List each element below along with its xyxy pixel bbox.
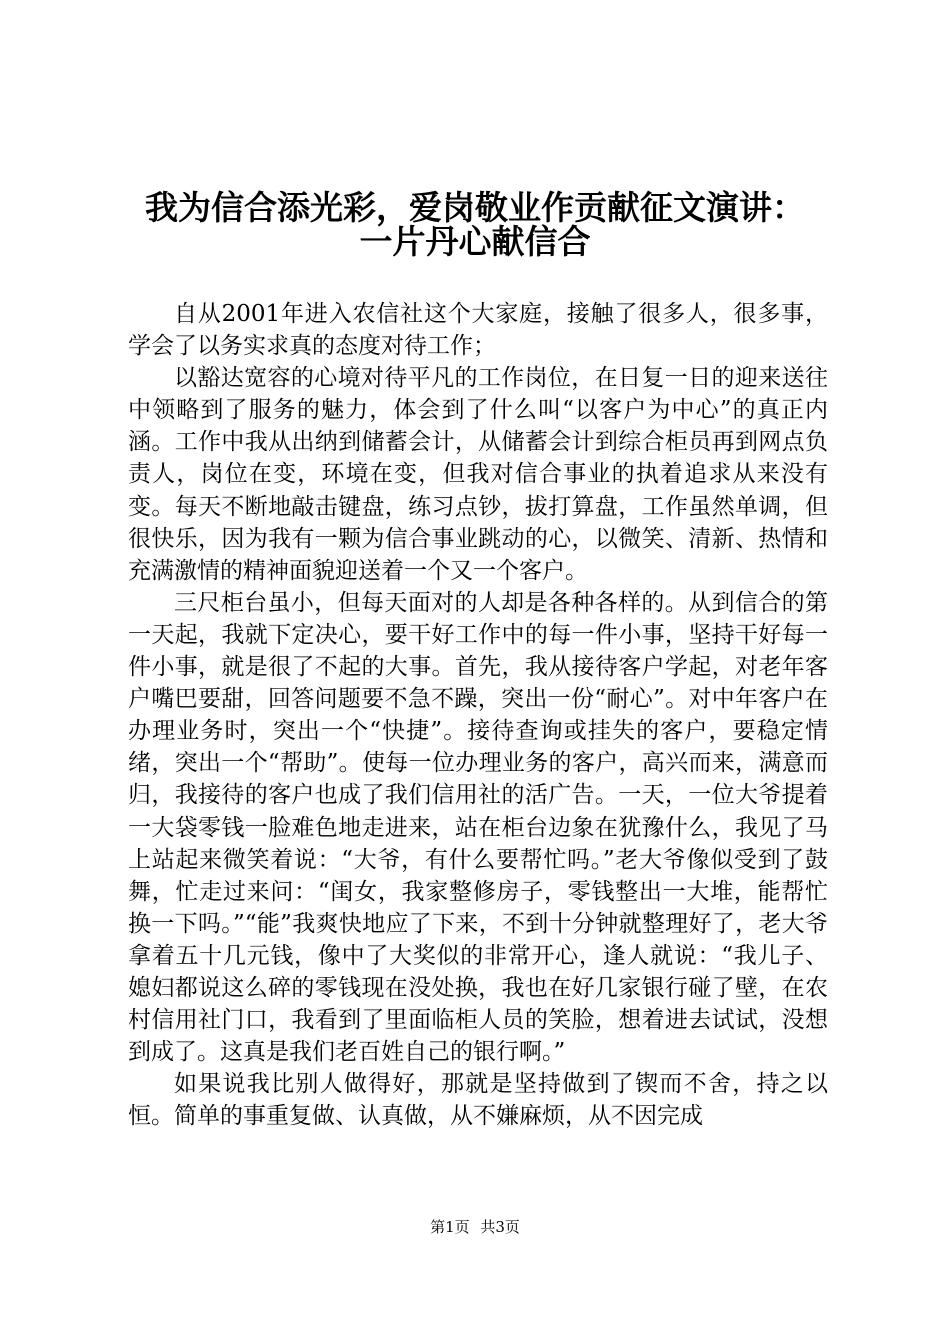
- document-body: [128, 298, 828, 1132]
- document-title-line-2: 一片丹心献信合: [359, 222, 591, 261]
- page-number: 第1页: [430, 1218, 470, 1236]
- document-title-line-1: 我为信合添光彩，爱岗敬业作贡献征文演讲：: [145, 188, 805, 227]
- paragraph-1: 自从2001年进入农信社这个大家庭，接触了很多人，很多事，学会了以务实求真的态度对待工作；: [128, 301, 828, 360]
- paragraph-4: 如果说我比别人做得好，那就是坚持做到了锲而不舍，持之以恒。简单的事重复做、认真做，从不嫌麻烦，从不因完成: [128, 1071, 828, 1130]
- page-total: 共3页: [480, 1218, 520, 1236]
- paragraph-2: 以豁达宽容的心境对待平凡的工作岗位，在日复一日的迎来送往中领略到了服务的魅力，体会到了什么叫“以客户为中心”的真正内涵。工作中我从出纳到储蓄会计，从储蓄会计到综合柜员再到网点负责人，岗位在变，环境在变，但我对信合事业的执着追求从来没有变。每天不断地敲击键盘，练习点钞，拔打算盘，工作虽然单调，但很快乐，因为我有一颗为信合事业跳动的心，以微笑、清新、热情和充满激情的精神面貌迎送着一个又一个客户。: [128, 365, 828, 584]
- paragraph-3: 三尺柜台虽小，但每天面对的人却是各种各样的。从到信合的第一天起，我就下定决心，要干好工作中的每一件小事，坚持干好每一件小事，就是很了不起的大事。首先，我从接待客户学起，对老年客户嘴巴要甜，回答问题要不急不躁，突出一份“耐心”。对中年客户在办理业务时，突出一个“快捷”。接待查询或挂失的客户，要稳定情绪，突出一个“帮助”。使每一位办理业务的客户，高兴而来，满意而归，我接待的客户也成了我们信用社的活广告。一天，一位大爷提着一大袋零钱一脸难色地走进来，站在柜台边象在犹豫什么，我见了马上站起来微笑着说：“大爷，有什么要帮忙吗。”老大爷像似受到了鼓舞，忙走过来问：“闺女，我家整修房子，零钱整出一大堆，能帮忙换一下吗。”“能”我爽快地应了下来，不到十分钟就整理好了，老大爷拿着五十几元钱，像中了大奖似的非常开心，逢人就说：“我儿子、媳妇都说这么碎的零钱现在没处换，我也在好几家银行碰了壁，在农村信用社门口，我看到了里面临柜人员的笑脸，想着进去试试，没想到成了。这真是我们老百姓自己的银行啊。”: [128, 589, 828, 1066]
- page-footer: [0, 1217, 950, 1237]
